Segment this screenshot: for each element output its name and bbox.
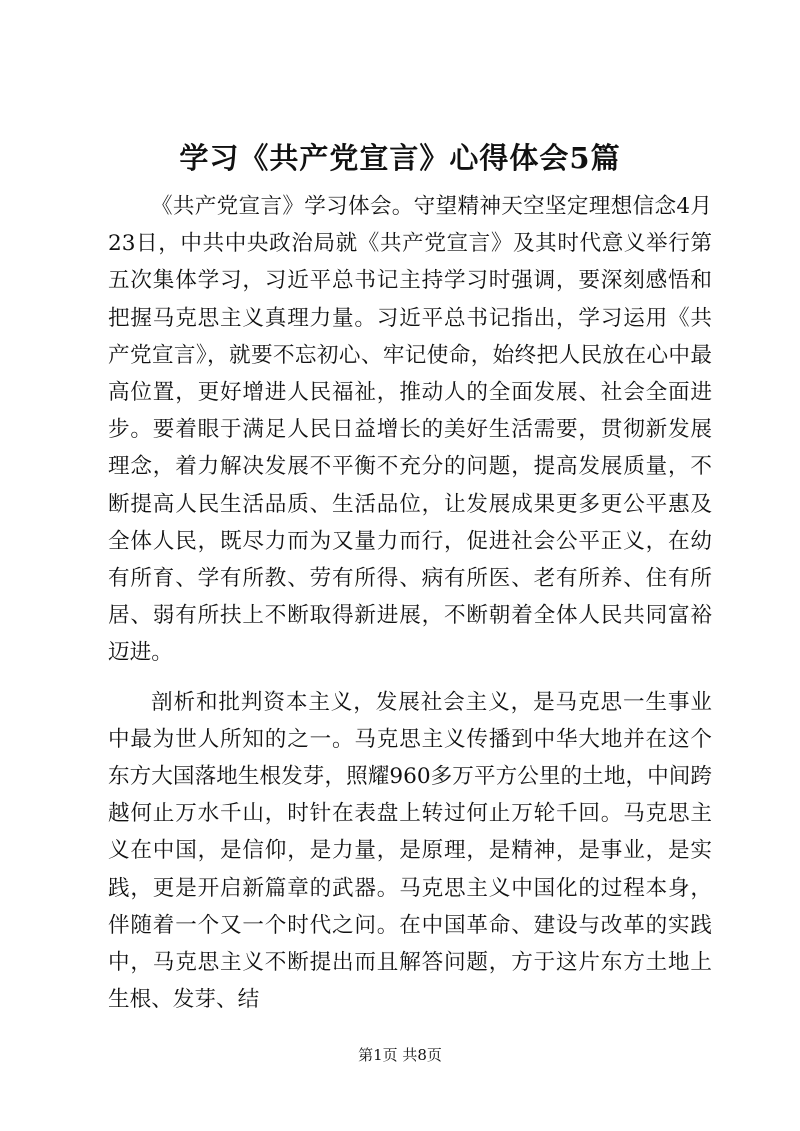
document-body — [108, 188, 712, 1030]
page-footer: 第1页 共8页 — [358, 1046, 442, 1064]
paragraph-1: 《共产党宣言》学习体会。守望精神天空坚定理想信念4月23日，中共中央政治局就《共产党宣言》及其时代意义举行第五次集体学习，习近平总书记主持学习时强调，要深刻感悟和把握马克思主义真理力量。习近平总书记指出，学习运用《共产党宣言》，就要不忘初心、牢记使命，始终把人民放在心中最高位置，更好增进人民福祉，推动人的全面发展、社会全面进步。要着眼于满足人民日益增长的美好生活需要，贯彻新发展理念，着力解决发展不平衡不充分的问题，提高发展质量，不断提高人民生活品质、生活品位，让发展成果更多更公平惠及全体人民，既尽力而为又量力而行，促进社会公平正义，在幼有所育、学有所教、劳有所得、病有所医、老有所养、住有所居、弱有所扶上不断取得新进展，不断朝着全体人民共同富裕迈进。 — [108, 194, 712, 666]
document-title: 学习《共产党宣言》心得体会5篇 — [179, 141, 621, 175]
paragraph-2: 剖析和批判资本主义，发展社会主义，是马克思一生事业中最为世人所知的之一。马克思主义传播到中华大地并在这个东方大国落地生根发芽，照耀960多万平方公里的土地，中间跨越何止万水千山，时针在表盘上转过何止万轮千回。马克思主义在中国，是信仰，是力量，是原理，是精神，是事业，是实践，更是开启新篇章的武器。马克思主义中国化的过程本身，伴随着一个又一个时代之问。在中国革命、建设与改革的实践中，马克思主义不断提出而且解答问题，方于这片东方土地上生根、发芽、结 — [108, 689, 712, 1013]
